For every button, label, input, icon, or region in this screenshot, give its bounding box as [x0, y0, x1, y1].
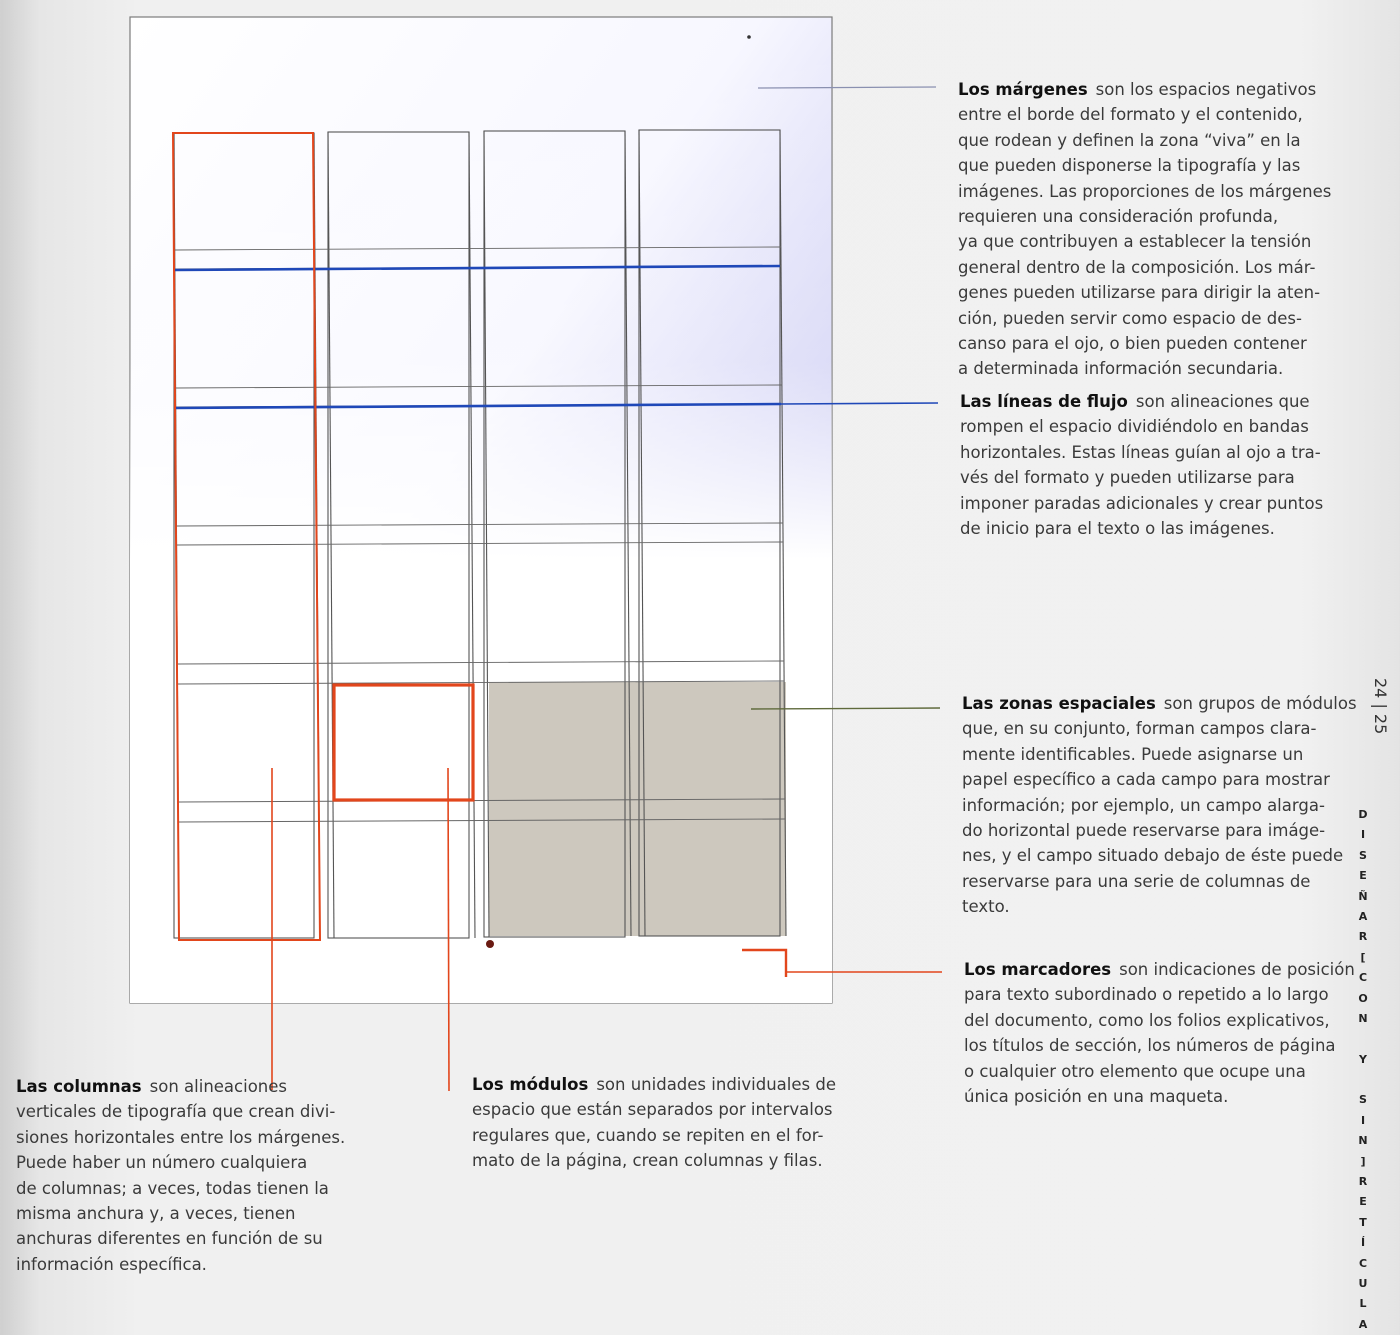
text-line: o cualquier otro elemento que ocupe una [964, 1061, 1306, 1081]
section-letter: I [1360, 1113, 1366, 1127]
text-line: regulares que, cuando se repiten en el for- [472, 1125, 824, 1145]
text-line: vés del formato y pueden utilizarse para [960, 468, 1295, 488]
modules-description [472, 1072, 836, 1174]
text-line: son unidades individuales de [596, 1075, 836, 1094]
section-letter: Y [1359, 1052, 1367, 1066]
markers-description [964, 957, 1355, 1109]
section-letter: S [1359, 1093, 1367, 1107]
section-letter: E [1359, 1195, 1367, 1209]
dot-mark [486, 940, 494, 948]
section-letter: U [1358, 1276, 1368, 1290]
section-letter: R [1358, 930, 1368, 944]
text-line: mente identificables. Puede asignarse un [962, 744, 1304, 764]
section-letter: Ñ [1358, 889, 1368, 903]
text-line: misma anchura y, a veces, tienen [16, 1204, 296, 1224]
section-letter: A [1358, 1317, 1368, 1331]
section-letter: D [1358, 808, 1368, 821]
dot-mark [747, 35, 751, 39]
text-line: anchuras diferentes en función de su [16, 1229, 323, 1249]
text-line: do horizontal puede reservarse para imáge- [962, 821, 1326, 841]
text-line: para texto subordinado o repetido a lo largo [964, 985, 1329, 1005]
section-letter: E [1359, 869, 1367, 883]
flow-lines-heading: Las líneas de flujo [960, 392, 1128, 411]
spatial-zones-description [962, 691, 1357, 920]
modules-heading: Los módulos [472, 1075, 589, 1094]
text-line: información; por ejemplo, un campo alarga- [962, 795, 1325, 815]
text-line: son alineaciones que [1135, 392, 1310, 411]
text-line: que rodean y definen la zona “viva” en la [958, 130, 1301, 150]
section-letter: ] [1360, 1154, 1366, 1168]
text-line: nes, y el campo situado debajo de éste puede [962, 846, 1344, 866]
text-line: general dentro de la composición. Los már- [958, 257, 1316, 277]
section-letter: I [1360, 828, 1366, 842]
margins-description [958, 77, 1331, 382]
section-letter: Í [1360, 1236, 1366, 1250]
text-line: verticales de tipografía que crean divi- [16, 1102, 336, 1122]
section-letter: [ [1360, 950, 1366, 964]
section-letter: R [1358, 1175, 1368, 1189]
columns-heading: Las columnas [16, 1077, 142, 1096]
section-letter: N [1358, 1134, 1368, 1148]
text-line: son grupos de módulos [1163, 694, 1357, 713]
text-line: que pueden disponerse la tipografía y las [958, 156, 1301, 176]
text-line: son indicaciones de posición [1119, 960, 1355, 979]
text-line: ción, pueden servir como espacio de des- [958, 308, 1302, 328]
text-line: mato de la página, crean columnas y filas. [472, 1151, 823, 1171]
margins-heading: Los márgenes [958, 80, 1088, 99]
text-line: horizontales. Estas líneas guían al ojo a tra- [960, 442, 1321, 462]
text-line: información específica. [16, 1254, 207, 1274]
text-line: del documento, como los folios explicativos, [964, 1010, 1330, 1030]
text-line: de columnas; a veces, todas tienen la [16, 1178, 329, 1198]
text-line: de inicio para el texto o las imágenes. [960, 519, 1275, 539]
text-line: siones horizontales entre los márgenes. [16, 1127, 346, 1147]
page-folio: 24 | 25 [1371, 678, 1390, 735]
section-letter: O [1358, 991, 1368, 1005]
text-line: imponer paradas adicionales y crear puntos [960, 493, 1324, 513]
section-letter: L [1359, 1297, 1367, 1311]
text-line: rompen el espacio dividiéndolo en bandas [960, 417, 1309, 437]
text-line: única posición en una maqueta. [964, 1087, 1229, 1107]
section-letter: N [1358, 1011, 1368, 1025]
text-line: espacio que están separados por intervalos [472, 1100, 833, 1120]
text-line: los títulos de sección, los números de página [964, 1036, 1336, 1056]
section-letter: C [1358, 971, 1368, 985]
text-line: requieren una consideración profunda, [958, 207, 1279, 227]
text-line: a determinada información secundaria. [958, 359, 1284, 379]
text-line: son los espacios negativos [1095, 80, 1317, 99]
text-line: Puede haber un número cualquiera [16, 1153, 308, 1173]
spatial-zones-heading: Las zonas espaciales [962, 694, 1156, 713]
text-line: genes pueden utilizarse para dirigir la aten- [958, 283, 1321, 303]
markers-heading: Los marcadores [964, 960, 1112, 979]
text-line: son alineaciones [149, 1077, 287, 1096]
module-leader-line [448, 768, 449, 1091]
text-line: que, en su conjunto, forman campos clara- [962, 719, 1317, 739]
section-letter: C [1358, 1256, 1368, 1270]
columns-description [16, 1074, 345, 1277]
section-letter: A [1358, 909, 1368, 923]
text-line: canso para el ojo, o bien pueden contener [958, 334, 1307, 354]
flow-leader-line [781, 403, 938, 404]
section-letter: S [1359, 848, 1367, 862]
text-line: reservarse para una serie de columnas de [962, 871, 1311, 891]
text-line: texto. [962, 897, 1010, 917]
zone-leader-line [751, 708, 940, 709]
section-title-vertical [1355, 805, 1371, 1335]
text-line: imágenes. Las proporciones de los márgenes [958, 181, 1332, 201]
spatial-zone [489, 682, 786, 936]
flow-lines-description [960, 389, 1323, 541]
text-line: ya que contribuyen a establecer la tensión [958, 232, 1312, 252]
section-letter: T [1359, 1215, 1367, 1229]
text-line: entre el borde del formato y el contenido, [958, 105, 1303, 125]
text-line: papel específico a cada campo para mostrar [962, 770, 1330, 790]
